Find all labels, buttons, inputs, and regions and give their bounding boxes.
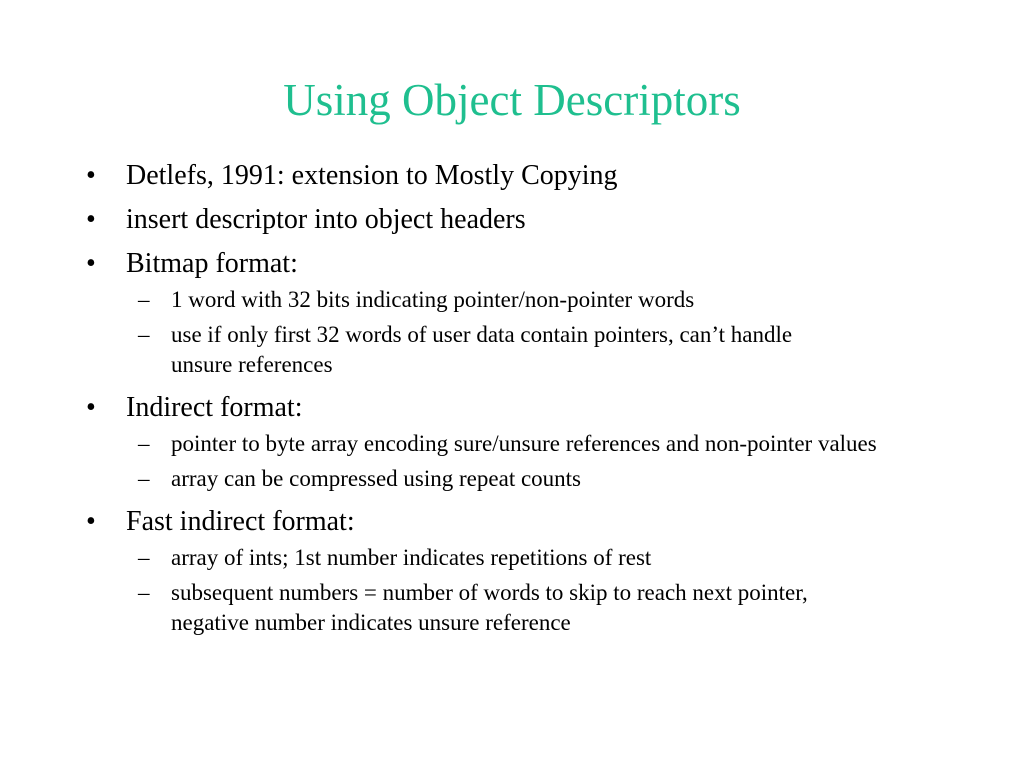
sub-bullet-list bbox=[86, 285, 936, 380]
dash-marker: – bbox=[138, 580, 150, 605]
bullet-marker: • bbox=[86, 248, 96, 279]
bullet-item bbox=[86, 248, 936, 280]
dash-marker: – bbox=[138, 431, 150, 456]
dash-marker: – bbox=[138, 545, 150, 570]
dash-marker: – bbox=[138, 287, 150, 312]
bullet-text: Bitmap format: bbox=[126, 248, 298, 279]
bullet-item bbox=[86, 160, 936, 192]
bullet-text: Indirect format: bbox=[126, 392, 303, 423]
bullet-text: insert descriptor into object headers bbox=[126, 204, 526, 235]
bullet-item bbox=[86, 392, 936, 424]
sub-bullet-item bbox=[86, 578, 891, 638]
sub-bullet-list bbox=[86, 429, 936, 494]
bullet-marker: • bbox=[86, 204, 96, 235]
bullet-item bbox=[86, 506, 936, 538]
bullet-text: Fast indirect format: bbox=[126, 506, 355, 537]
sub-bullet-item bbox=[86, 543, 936, 573]
bullet-marker: • bbox=[86, 160, 96, 191]
sub-bullet-item bbox=[86, 285, 936, 315]
slide-title: Using Object Descriptors bbox=[283, 75, 741, 125]
dash-marker: – bbox=[138, 466, 150, 491]
sub-bullet-text: pointer to byte array encoding sure/unsure references and non-pointer values bbox=[171, 431, 877, 456]
sub-bullet-item bbox=[86, 464, 936, 494]
sub-bullet-item bbox=[86, 429, 936, 459]
bullet-item bbox=[86, 204, 936, 236]
sub-bullet-text: subsequent numbers = number of words to skip to reach next pointer, negative number indicates unsure reference bbox=[171, 580, 808, 635]
bullet-list bbox=[86, 156, 936, 638]
bullet-text: Detlefs, 1991: extension to Mostly Copying bbox=[126, 160, 618, 191]
sub-bullet-list bbox=[86, 543, 936, 638]
bullet-marker: • bbox=[86, 506, 96, 537]
bullet-marker: • bbox=[86, 392, 96, 423]
sub-bullet-item bbox=[86, 320, 811, 380]
sub-bullet-text: use if only first 32 words of user data contain pointers, can’t handle unsure references bbox=[171, 322, 793, 377]
sub-bullet-text: array of ints; 1st number indicates repetitions of rest bbox=[171, 545, 652, 570]
sub-bullet-text: array can be compressed using repeat counts bbox=[171, 466, 582, 491]
sub-bullet-text: 1 word with 32 bits indicating pointer/non-pointer words bbox=[171, 287, 695, 312]
dash-marker: – bbox=[138, 322, 150, 347]
